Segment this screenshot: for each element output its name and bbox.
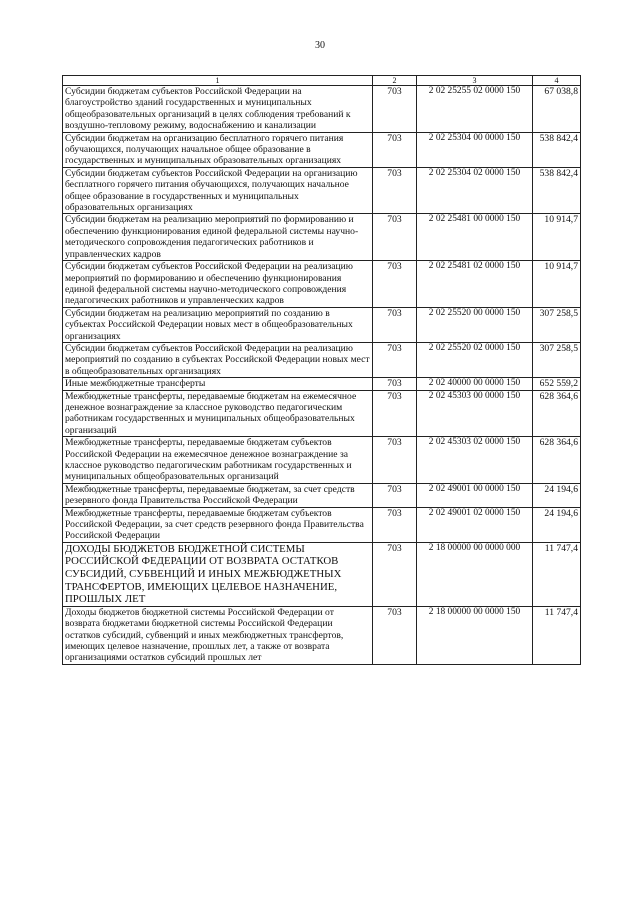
column-header-1: 1 <box>63 76 373 86</box>
row-amount: 10 914,7 <box>533 261 581 308</box>
column-header-4: 4 <box>533 76 581 86</box>
table-row <box>63 542 581 606</box>
row-admin-code: 703 <box>373 214 417 261</box>
page-number: 30 <box>315 40 325 51</box>
row-budget-code: 2 02 25520 00 0000 150 <box>417 307 533 342</box>
table-row <box>63 507 581 542</box>
row-admin-code: 703 <box>373 606 417 664</box>
row-amount: 67 038,8 <box>533 86 581 133</box>
row-budget-code: 2 02 25481 00 0000 150 <box>417 214 533 261</box>
row-amount: 10 914,7 <box>533 214 581 261</box>
row-amount: 307 258,5 <box>533 342 581 377</box>
row-budget-code: 2 02 25520 02 0000 150 <box>417 342 533 377</box>
column-header-3: 3 <box>417 76 533 86</box>
row-admin-code: 703 <box>373 507 417 542</box>
row-description: Субсидии бюджетам на реализацию мероприятий по формированию и обеспечению функционирования единой федеральной системы научно-методического сопровождения педагогических работников и управленческих кадров <box>63 214 373 261</box>
row-budget-code: 2 02 40000 00 0000 150 <box>417 378 533 390</box>
row-admin-code: 703 <box>373 342 417 377</box>
row-description: Субсидии бюджетам субъектов Российской Федерации на благоустройство зданий государственных и муниципальных общеобразовательных организаций в целях соблюдения требований к воздушно-тепловому режиму, водоснабжению и канализации <box>63 86 373 133</box>
row-budget-code: 2 02 25481 02 0000 150 <box>417 261 533 308</box>
row-description: Доходы бюджетов бюджетной системы Российской Федерации от возврата бюджетами бюджетной системы Российской Федерации остатков субсидий, субвенций и иных межбюджетных трансфертов, имеющих целевое назначение, прошлых лет, а также от возврата организациями остатков субсидий прошлых лет <box>63 606 373 664</box>
row-description: Межбюджетные трансферты, передаваемые бюджетам, за счет средств резервного фонда Правительства Российской Федерации <box>63 483 373 507</box>
row-admin-code: 703 <box>373 483 417 507</box>
column-header-2: 2 <box>373 76 417 86</box>
table-row <box>63 167 581 214</box>
row-admin-code: 703 <box>373 378 417 390</box>
row-description: Межбюджетные трансферты, передаваемые бюджетам субъектов Российской Федерации на ежемесячное денежное вознаграждение за классное руководство педагогическим работникам государственных и муниципальных общеобразовательных организаций <box>63 437 373 484</box>
row-description: Субсидии бюджетам субъектов Российской Федерации на реализацию мероприятий по формированию и обеспечению функционирования единой федеральной системы научно-методического сопровождения педагогических работников и управленческих кадров <box>63 261 373 308</box>
row-description: Субсидии бюджетам субъектов Российской Федерации на реализацию мероприятий по созданию в субъектах Российской Федерации новых мест в общеобразовательных организациях <box>63 342 373 377</box>
row-amount: 11 747,4 <box>533 606 581 664</box>
row-description: Субсидии бюджетам на организацию бесплатного горячего питания обучающихся, получающих начальное общее образование в государственных и муниципальных образовательных организациях <box>63 132 373 167</box>
row-amount: 538 842,4 <box>533 167 581 214</box>
row-budget-code: 2 02 25304 02 0000 150 <box>417 167 533 214</box>
row-admin-code: 703 <box>373 307 417 342</box>
row-amount: 307 258,5 <box>533 307 581 342</box>
table-row <box>63 437 581 484</box>
row-admin-code: 703 <box>373 390 417 437</box>
row-budget-code: 2 02 45303 00 0000 150 <box>417 390 533 437</box>
row-description: Межбюджетные трансферты, передаваемые бюджетам на ежемесячное денежное вознаграждение за классное руководство педагогическим работникам государственных и муниципальных общеобразовательных организаций <box>63 390 373 437</box>
table-row <box>63 342 581 377</box>
table-row <box>63 86 581 133</box>
table-row <box>63 483 581 507</box>
row-amount: 24 194,6 <box>533 507 581 542</box>
table-row <box>63 390 581 437</box>
row-amount: 538 842,4 <box>533 132 581 167</box>
row-amount: 11 747,4 <box>533 542 581 606</box>
table-row <box>63 214 581 261</box>
row-budget-code: 2 02 49001 02 0000 150 <box>417 507 533 542</box>
row-description: Субсидии бюджетам на реализацию мероприятий по созданию в субъектах Российской Федерации новых мест в общеобразовательных организациях <box>63 307 373 342</box>
table-row <box>63 606 581 664</box>
row-amount: 24 194,6 <box>533 483 581 507</box>
row-budget-code: 2 02 25304 00 0000 150 <box>417 132 533 167</box>
table-row <box>63 378 581 390</box>
row-budget-code: 2 02 49001 00 0000 150 <box>417 483 533 507</box>
row-description: Межбюджетные трансферты, передаваемые бюджетам субъектов Российской Федерации, за счет средств резервного фонда Правительства Российской Федерации <box>63 507 373 542</box>
revenue-table <box>62 75 581 665</box>
row-description: ДОХОДЫ БЮДЖЕТОВ БЮДЖЕТНОЙ СИСТЕМЫ РОССИЙСКОЙ ФЕДЕРАЦИИ ОТ ВОЗВРАТА ОСТАТКОВ СУБСИДИЙ, СУБВЕНЦИЙ И ИНЫХ МЕЖБЮДЖЕТНЫХ ТРАНСФЕРТОВ, ИМЕЮЩИХ ЦЕЛЕВОЕ НАЗНАЧЕНИЕ, ПРОШЛЫХ ЛЕТ <box>63 542 373 606</box>
row-description: Субсидии бюджетам субъектов Российской Федерации на организацию бесплатного горячего питания обучающихся, получающих начальное общее образование в государственных и муниципальных образовательных организациях <box>63 167 373 214</box>
row-amount: 652 559,2 <box>533 378 581 390</box>
row-amount: 628 364,6 <box>533 390 581 437</box>
row-budget-code: 2 18 00000 00 0000 000 <box>417 542 533 606</box>
row-admin-code: 703 <box>373 86 417 133</box>
row-budget-code: 2 02 45303 02 0000 150 <box>417 437 533 484</box>
table-row <box>63 132 581 167</box>
row-admin-code: 703 <box>373 542 417 606</box>
row-budget-code: 2 02 25255 02 0000 150 <box>417 86 533 133</box>
row-amount: 628 364,6 <box>533 437 581 484</box>
row-budget-code: 2 18 00000 00 0000 150 <box>417 606 533 664</box>
row-admin-code: 703 <box>373 437 417 484</box>
row-admin-code: 703 <box>373 167 417 214</box>
table-row <box>63 307 581 342</box>
row-description: Иные межбюджетные трансферты <box>63 378 373 390</box>
row-admin-code: 703 <box>373 261 417 308</box>
table-header-row <box>63 76 581 86</box>
row-admin-code: 703 <box>373 132 417 167</box>
table-row <box>63 261 581 308</box>
